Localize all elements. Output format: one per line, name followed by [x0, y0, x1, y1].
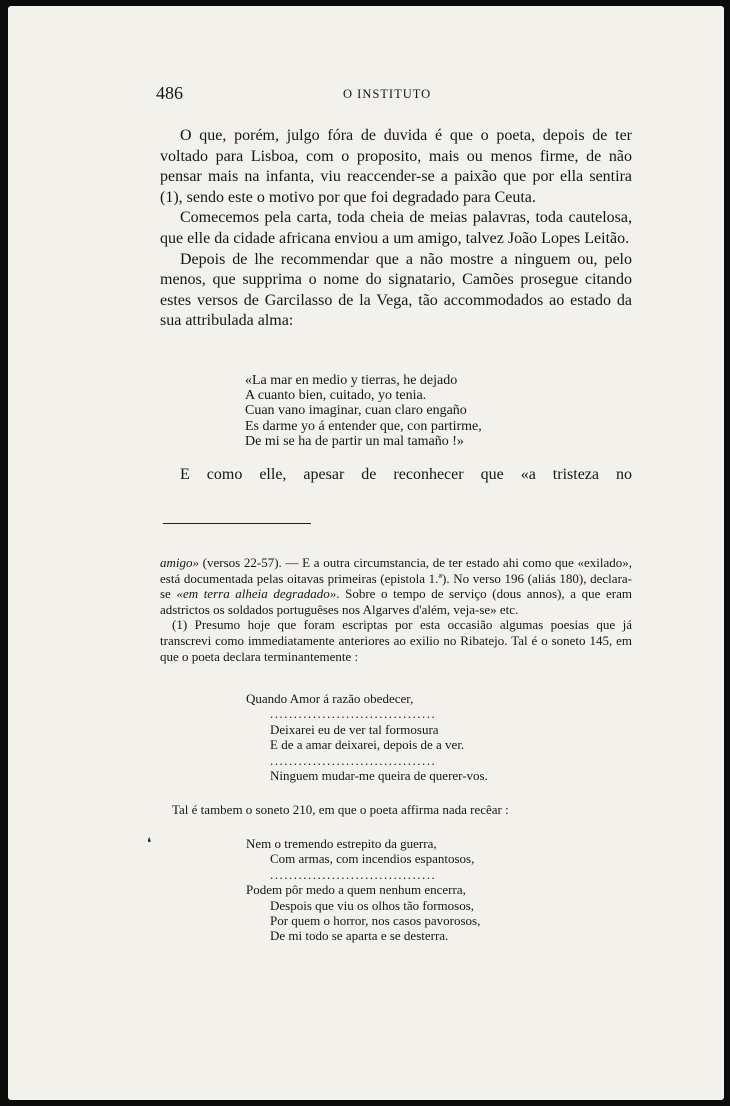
verse-line: Cuan vano imaginar, cuan claro engaño [245, 403, 467, 419]
paragraph: Depois de lhe recommendar que a não mostre a ninguem ou, pelo menos, que supprima o nome do signatario, Camões prosegue citando estes versos de Garcilasso de la Vega, tão accommodados ao estado da sua attribulada alma: [160, 250, 632, 330]
footnote-italic: amigo» [160, 555, 199, 570]
main-text [160, 126, 632, 332]
verse-line: «La mar en medio y tierras, he dejado [245, 373, 458, 388]
sonnet-line: Nem o tremendo estrepito da guerra, [246, 836, 437, 851]
footnote-bridge: Tal é tambem o soneto 210, em que o poeta affirma nada recêar : [172, 802, 509, 817]
verse-line: A cuanto bien, cuitado, yo tenia. [245, 388, 427, 404]
sonnet-line: Por quem o horror, nos casos pavorosos, [270, 913, 481, 929]
closing-line: E como elle, apesar de reconhecer que «a tristeza no [180, 466, 632, 483]
page-header [156, 83, 641, 107]
footnote-1: (1) Presumo hoje que foram escriptas por esta occasião algumas poesias que já transcrevi como immediatamente anteriores ao exilio no Ribatejo. Tal é o soneto 145, em que o poeta declara terminantemente : [160, 617, 632, 664]
sonnet-line: Ninguem mudar-me queira de querer-vos. [270, 768, 488, 784]
sonnet-line: Despois que viu os olhos tão formosos, [270, 897, 475, 913]
sonnet-210-excerpt [246, 836, 480, 944]
footnote-italic: «em terra alheia degradado» [176, 586, 337, 602]
footnote-continuation [160, 555, 632, 617]
footnote-divider [163, 523, 311, 524]
footnote-text: . Sobre o tempo de serviço (dous annos), a que eram adstrictos os soldados portuguêses nos Algarves d'além, veja-se» etc. [160, 586, 632, 617]
ellipsis-line: ................................... [270, 866, 437, 882]
sonnet-line: Com armas, com incendios espantosos, [270, 851, 475, 867]
paragraph: O que, porém, julgo fóra de duvida é que o poeta, depois de ter voltado para Lisboa, com o proposito, mais ou menos firme, de não pensar mais na infanta, viu reaccender-se a paixão que por ella sentira (1), sendo este o motivo por que foi degradado para Ceuta. [160, 127, 632, 206]
verse-line: Es darme yo á entender que, con partirme, [245, 418, 482, 434]
footnotes [160, 555, 632, 664]
ellipsis-line: ................................... [270, 706, 437, 722]
sonnet-line: E de a amar deixarei, depois de a ver. [270, 737, 465, 753]
garcilasso-verse [245, 373, 482, 449]
margin-mark: ❛ [147, 835, 152, 850]
page-number: 486 [156, 83, 183, 103]
verse-line: De mi se ha de partir un mal tamaño !» [245, 433, 464, 449]
sonnet-line: Quando Amor á razão obedecer, [246, 691, 414, 706]
running-title: O INSTITUTO [343, 87, 432, 101]
sonnet-line: De mi todo se aparta e se desterra. [270, 928, 449, 944]
sonnet-line: Podem pôr medo a quem nenhum encerra, [246, 882, 466, 898]
sonnet-145-excerpt [246, 691, 488, 783]
sonnet-line: Deixarei eu de ver tal formosura [270, 721, 439, 737]
footnote-text: (versos 22-57). — E a outra circumstancia, de ter estado ahi como que «exilado», está documentada pelas oitavas primeiras (epistola 1.ª). No verso 196 (aliás 180), declara-se [160, 555, 632, 602]
ellipsis-line: ................................... [270, 752, 437, 768]
paragraph: Comecemos pela carta, toda cheia de meias palavras, toda cautelosa, que elle da cidade africana enviou a um amigo, talvez João Lopes Leitão. [160, 209, 632, 247]
